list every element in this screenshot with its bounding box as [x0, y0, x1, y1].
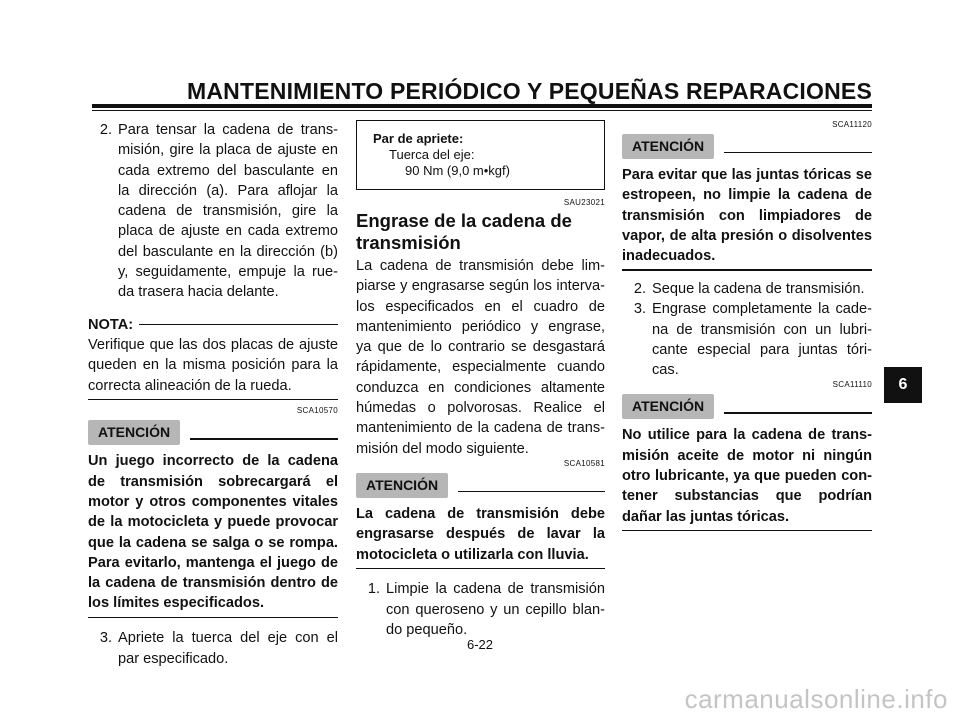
caution-heading [622, 134, 872, 159]
code-label: SCA11110 [832, 380, 872, 390]
caution-end-rule [88, 617, 338, 619]
header-rule [92, 104, 872, 108]
step-number: 3. [99, 630, 112, 647]
caution-text: No utilice para la cadena de trans-misión aceite de motor ni ningún otro lubricante, ya que pueden con-tener substancias que podrían dañar las juntas tóricas. [622, 427, 872, 525]
column-left [88, 120, 338, 669]
chapter-tab: 6 [884, 367, 922, 403]
caution-end-rule [622, 269, 872, 271]
torque-value: 90 Nm (9,0 m•kgf) [405, 163, 510, 178]
step-2 [622, 279, 872, 299]
code-label: SCA11120 [832, 120, 872, 129]
caution-rule [190, 438, 338, 440]
step-text: Seque la cadena de transmisión. [652, 280, 865, 297]
step-1 [356, 579, 605, 640]
caution-rule [458, 491, 605, 493]
caution-text: Para evitar que las juntas tóricas se estropeen, no limpie la cadena de transmisión con limpiadores de vapor, de alta presión o disolventes inadecuados. [622, 167, 872, 265]
page-number: 6-22 [466, 637, 494, 652]
code-label: SCA10581 [563, 458, 605, 468]
watermark: carmanualsonline.info [684, 684, 948, 714]
step-text: Apriete la tuerca del eje con el par especificado. [118, 630, 338, 667]
step-number: 1. [367, 581, 380, 598]
caution-label: ATENCIÓN [622, 394, 714, 419]
section-title: Engrase de la cadena de transmisión [356, 210, 572, 253]
caution-text: Un juego incorrecto de la cadena de transmisión sobrecargará el motor y otros componentes vitales de la motocicleta y puede provocar que la cadena se salga o se rompa. Para evitarlo, mantenga el juego de la cadena de transmisión dentro de los límites especificados. [88, 453, 338, 612]
caution-rule [724, 152, 872, 154]
nota-label: NOTA: [88, 316, 134, 333]
caution-label: ATENCIÓN [356, 473, 448, 498]
nota-heading [88, 315, 338, 335]
step-text: Para tensar la cadena de trans-misión, gire la placa de ajuste en cada extremo del basculante en la dirección (a). Para aflojar la cadena de transmisión, gire la placa de ajuste en cada extremo del basculante en la dirección (b) y, seguidamente, empuje la rue-da trasera hacia delante. [118, 122, 338, 301]
header-rule-thin [92, 110, 872, 111]
nota-rule [139, 324, 338, 325]
step-number: 2. [99, 122, 112, 138]
code-label: SAU23021 [563, 198, 605, 207]
column-right [622, 120, 872, 531]
caution-heading [88, 420, 338, 445]
nota-text: Verifique que las dos placas de ajuste queden en la misma posición para la correcta alineación de la rueda. [88, 336, 338, 394]
step-text: Limpie la cadena de transmisión con queroseno y un cepillo blan-do pequeño. [386, 581, 605, 638]
code-label: SCA10570 [296, 406, 338, 416]
caution-label: ATENCIÓN [622, 134, 714, 159]
caution-end-rule [622, 530, 872, 532]
torque-title: Par de apriete: [373, 131, 464, 146]
step-3 [622, 299, 872, 380]
nota-end-rule [88, 399, 338, 401]
caution-rule [724, 412, 872, 414]
caution-heading [622, 394, 872, 419]
page-title: MANTENIMIENTO PERIÓDICO Y PEQUEÑAS REPARACIONES [186, 78, 872, 104]
torque-spec-box [356, 120, 605, 190]
column-middle [356, 120, 605, 640]
section-text: La cadena de transmisión debe lim-piarse y engrasarse según los interva-los especificados en el cuadro de mantenimiento periódico y engrase, ya que de lo contrario se desgastará rápidamente, especialmente cuando conduzca en condiciones altamente húmedas o polvorosas. Realice el mantenimiento de la cadena de trans-misión del modo siguiente. [356, 258, 605, 457]
torque-item: Tuerca del eje: [389, 147, 475, 162]
step-2 [88, 120, 338, 303]
caution-heading [356, 473, 605, 498]
caution-end-rule [356, 568, 605, 570]
step-text: Engrase completamente la cade-na de transmisión con un lubri-cante especial para juntas tóri-cas. [652, 301, 872, 379]
step-number: 2. [633, 280, 646, 297]
step-number: 3. [633, 301, 646, 318]
caution-text: La cadena de transmisión debe engrasarse después de lavar la motocicleta o utilizarla con lluvia. [356, 505, 605, 563]
caution-label: ATENCIÓN [88, 420, 180, 445]
